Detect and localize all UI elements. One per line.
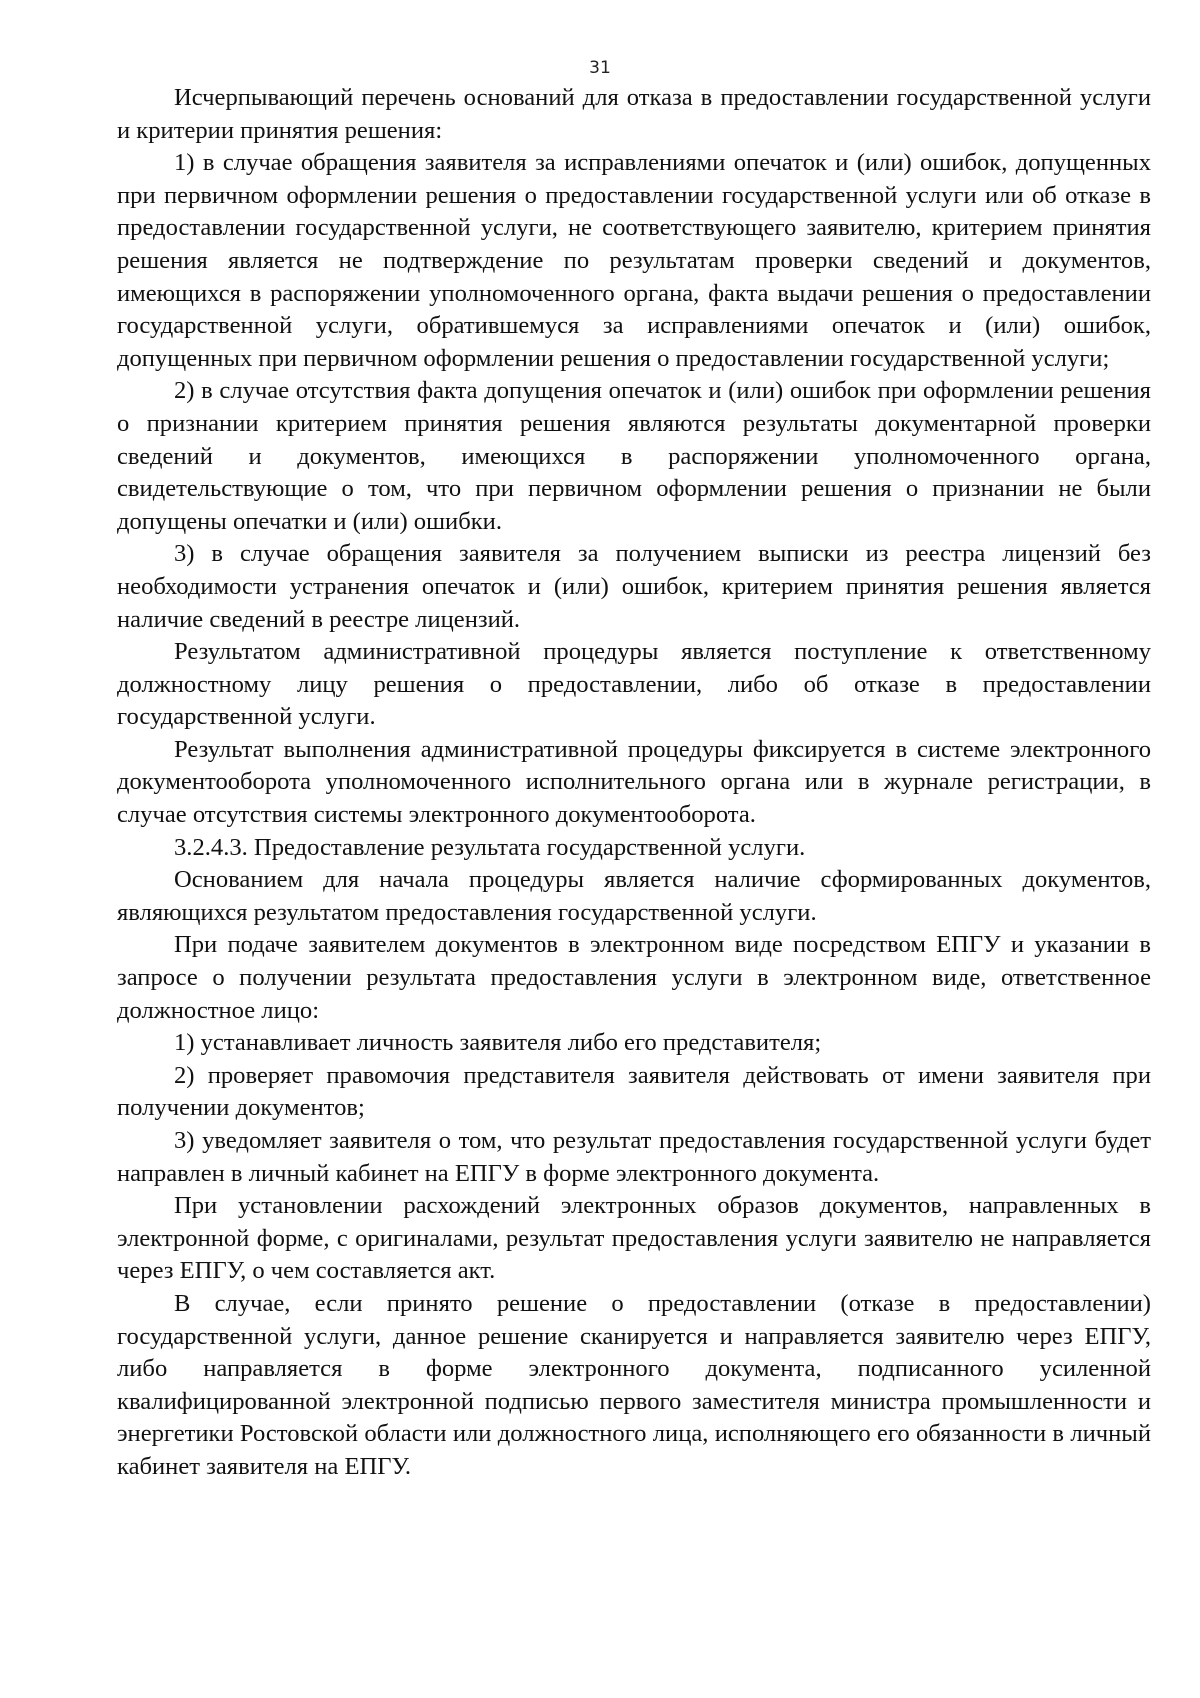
paragraph-electronic-submission: При подаче заявителем документов в электронном виде посредством ЕПГУ и указании в запросе о получении результата предоставления услуги в электронном виде, ответственное должностное лицо: (117, 931, 1151, 1024)
paragraph-discrepancies: При установлении расхождений электронных образов документов, направленных в электронной форме, с оригиналами, результат предоставления услуги заявителю не направляется через ЕПГУ, о чем составляется акт. (117, 1192, 1151, 1285)
paragraph-decision-delivery: В случае, если принято решение о предоставлении (отказе в предоставлении) государственной услуги, данное решение сканируется и направляется заявителю через ЕПГУ, либо направляется в форме электронного документа, подписанного усиленной квалифицированной электронной подписью первого заместителя министра промышленности и энергетики Ростовской области или должностного лица, исполняющего его обязанности в личный кабинет заявителя на ЕПГУ. (117, 1289, 1151, 1480)
section-heading-3-2-4-3: 3.2.4.3. Предоставление результата государственной услуги. (174, 833, 806, 861)
paragraph-refusal-grounds-intro: Исчерпывающий перечень оснований для отказа в предоставлении государственной услуги и критерии принятия решения: (117, 84, 1151, 144)
paragraph-item-1-typo-correction: 1) в случае обращения заявителя за исправлениями опечаток и (или) ошибок, допущенных при первичном оформлении решения о предоставлении государственной услуги или об отказе в предоставлении государственной услуги, не соответствующего заявителю, критерием принятия решения является не подтверждение по результатам проверки сведений и документов, имеющихся в распоряжении уполномоченного органа, факта выдачи решения о предоставлении государственной услуги, обратившемуся за исправлениями опечаток и (или) ошибок, допущенных при первичном оформлении решения о предоставлении государственной услуги; (117, 149, 1151, 372)
paragraph-item-2-no-typos: 2) в случае отсутствия факта допущения опечаток и (или) ошибок при оформлении решения о признании критерием принятия решения являются результаты документарной проверки сведений и документов, имеющихся в распоряжении уполномоченного органа, свидетельствующие о том, что при первичном оформлении решения о признании не были допущены опечатки и (или) ошибки. (117, 377, 1151, 535)
paragraph-item-3-registry-extract: 3) в случае обращения заявителя за получением выписки из реестра лицензий без необходимости устранения опечаток и (или) ошибок, критерием принятия решения является наличие сведений в реестре лицензий. (117, 540, 1151, 633)
page-number: 31 (589, 58, 611, 78)
paragraph-procedure-result: Результатом административной процедуры является поступление к ответственному должностному лицу решения о предоставлении, либо об отказе в предоставлении государственной услуги. (117, 638, 1151, 731)
paragraph-result-recording: Результат выполнения административной процедуры фиксируется в системе электронного документооборота уполномоченного исполнительного органа или в журнале регистрации, в случае отсутствия системы электронного документооборота. (117, 735, 1151, 829)
paragraph-step-2-authority: 2) проверяет правомочия представителя заявителя действовать от имени заявителя при получении документов; (117, 1061, 1151, 1122)
paragraph-step-1-identity: 1) устанавливает личность заявителя либо его представителя; (174, 1029, 822, 1057)
paragraph-step-3-notification: 3) уведомляет заявителя о том, что результат предоставления государственной услуги будет направлен в личный кабинет на ЕПГУ в форме электронного документа. (117, 1127, 1151, 1187)
document-body (117, 82, 1151, 1484)
paragraph-procedure-basis: Основанием для начала процедуры является наличие сформированных документов, являющихся результатом предоставления государственной услуги. (117, 866, 1151, 926)
